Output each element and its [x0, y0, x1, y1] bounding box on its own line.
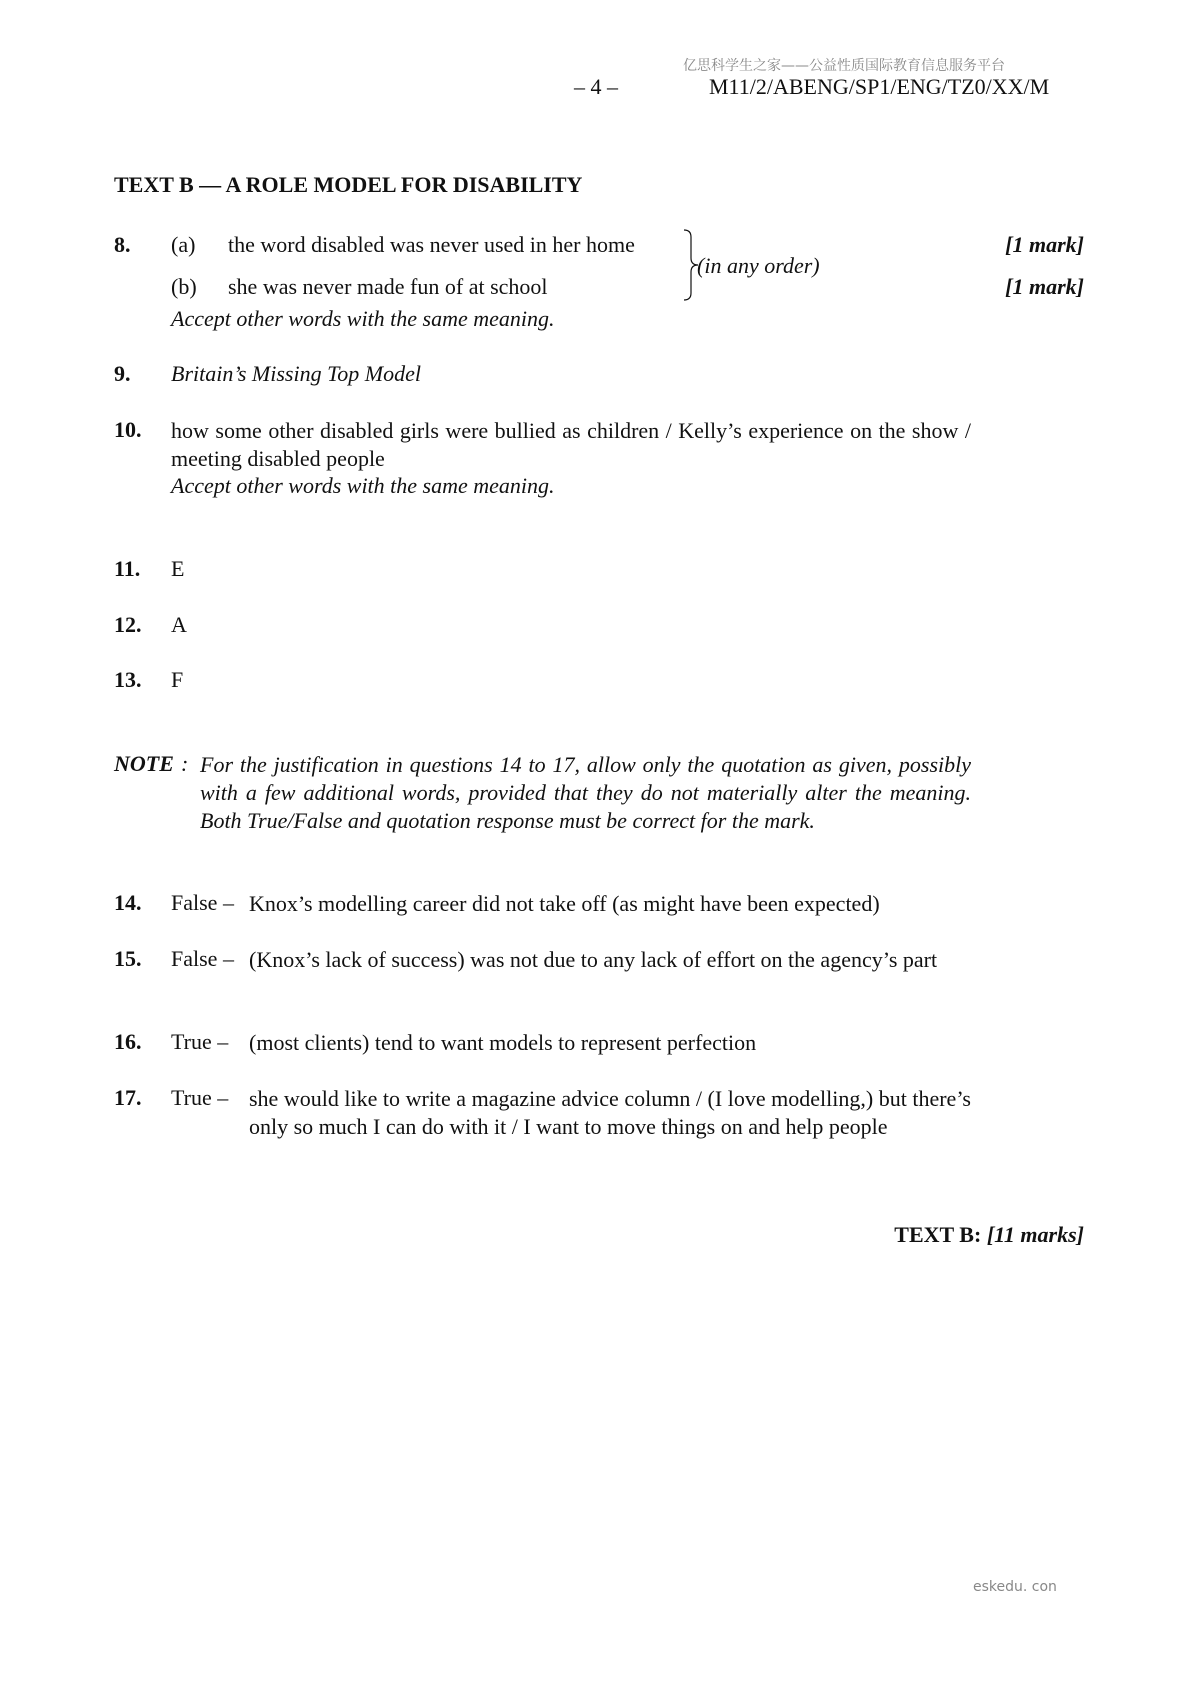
total-marks: [894, 1222, 1084, 1248]
q17-justification: she would like to write a magazine advice column / (I love modelling,) but there’s only so much I can do with it / I want to move things on and help people: [249, 1086, 971, 1139]
q8-a-mark: [1 mark]: [1005, 232, 1084, 257]
q8-b-text: she was never made fun of at school: [228, 274, 548, 299]
question-number: 11.: [114, 556, 141, 581]
page-number: – 4 –: [574, 74, 618, 99]
q14-justification: Knox’s modelling career did not take off (as might have been expected): [249, 891, 880, 916]
q15-verdict: False –: [171, 946, 234, 971]
question-number: 16.: [114, 1029, 142, 1054]
q10-answer: how some other disabled girls were bullied as children / Kelly’s experience on the show / meeting disabled people: [171, 418, 971, 471]
q14-verdict: False –: [171, 890, 234, 915]
q8-a-label: (a): [171, 232, 196, 257]
watermark-top: 亿思科学生之家——公益性质国际教育信息服务平台: [683, 58, 1005, 74]
watermark-footer: eskedu. con: [973, 1579, 1057, 1595]
q15-justification: (Knox’s lack of success) was not due to any lack of effort on the agency’s part: [249, 947, 938, 972]
q8-b-mark: [1 mark]: [1005, 274, 1084, 299]
q16-verdict: True –: [171, 1029, 229, 1054]
q8-a-text: the word disabled was never used in her home: [228, 232, 635, 257]
question-number: 13.: [114, 667, 142, 692]
q9-answer: Britain’s Missing Top Model: [171, 361, 421, 386]
question-number: 14.: [114, 890, 142, 915]
note-label: NOTE: [114, 751, 174, 776]
q8-accept-note: Accept other words with the same meaning.: [171, 306, 555, 331]
q13-answer: F: [171, 667, 184, 692]
question-number: 12.: [114, 612, 142, 637]
question-number: 10.: [114, 417, 142, 442]
q8-b-label: (b): [171, 274, 197, 299]
question-number: 9.: [114, 361, 131, 386]
question-number: 15.: [114, 946, 142, 971]
note-text: For the justification in questions 14 to 17, allow only the quotation as given, possibly with a few additional words, provided that they do not materially alter the meaning. Both True/False and quotation response must be correct for the mark.: [200, 752, 971, 833]
document-code: M11/2/ABENG/SP1/ENG/TZ0/XX/M: [709, 74, 1050, 99]
q12-answer: A: [171, 612, 187, 637]
q17-verdict: True –: [171, 1085, 229, 1110]
note-colon: :: [181, 751, 189, 776]
q16-justification: (most clients) tend to want models to represent perfection: [249, 1030, 757, 1055]
q11-answer: E: [171, 556, 185, 581]
total-label: TEXT B:: [894, 1222, 982, 1247]
q10-accept-note: Accept other words with the same meaning.: [171, 473, 555, 498]
section-title: TEXT B — A ROLE MODEL FOR DISABILITY: [114, 172, 583, 197]
question-number: 17.: [114, 1085, 142, 1110]
q8-order-note: (in any order): [697, 253, 820, 278]
question-number: 8.: [114, 232, 131, 257]
total-value: [11 marks]: [986, 1222, 1084, 1247]
